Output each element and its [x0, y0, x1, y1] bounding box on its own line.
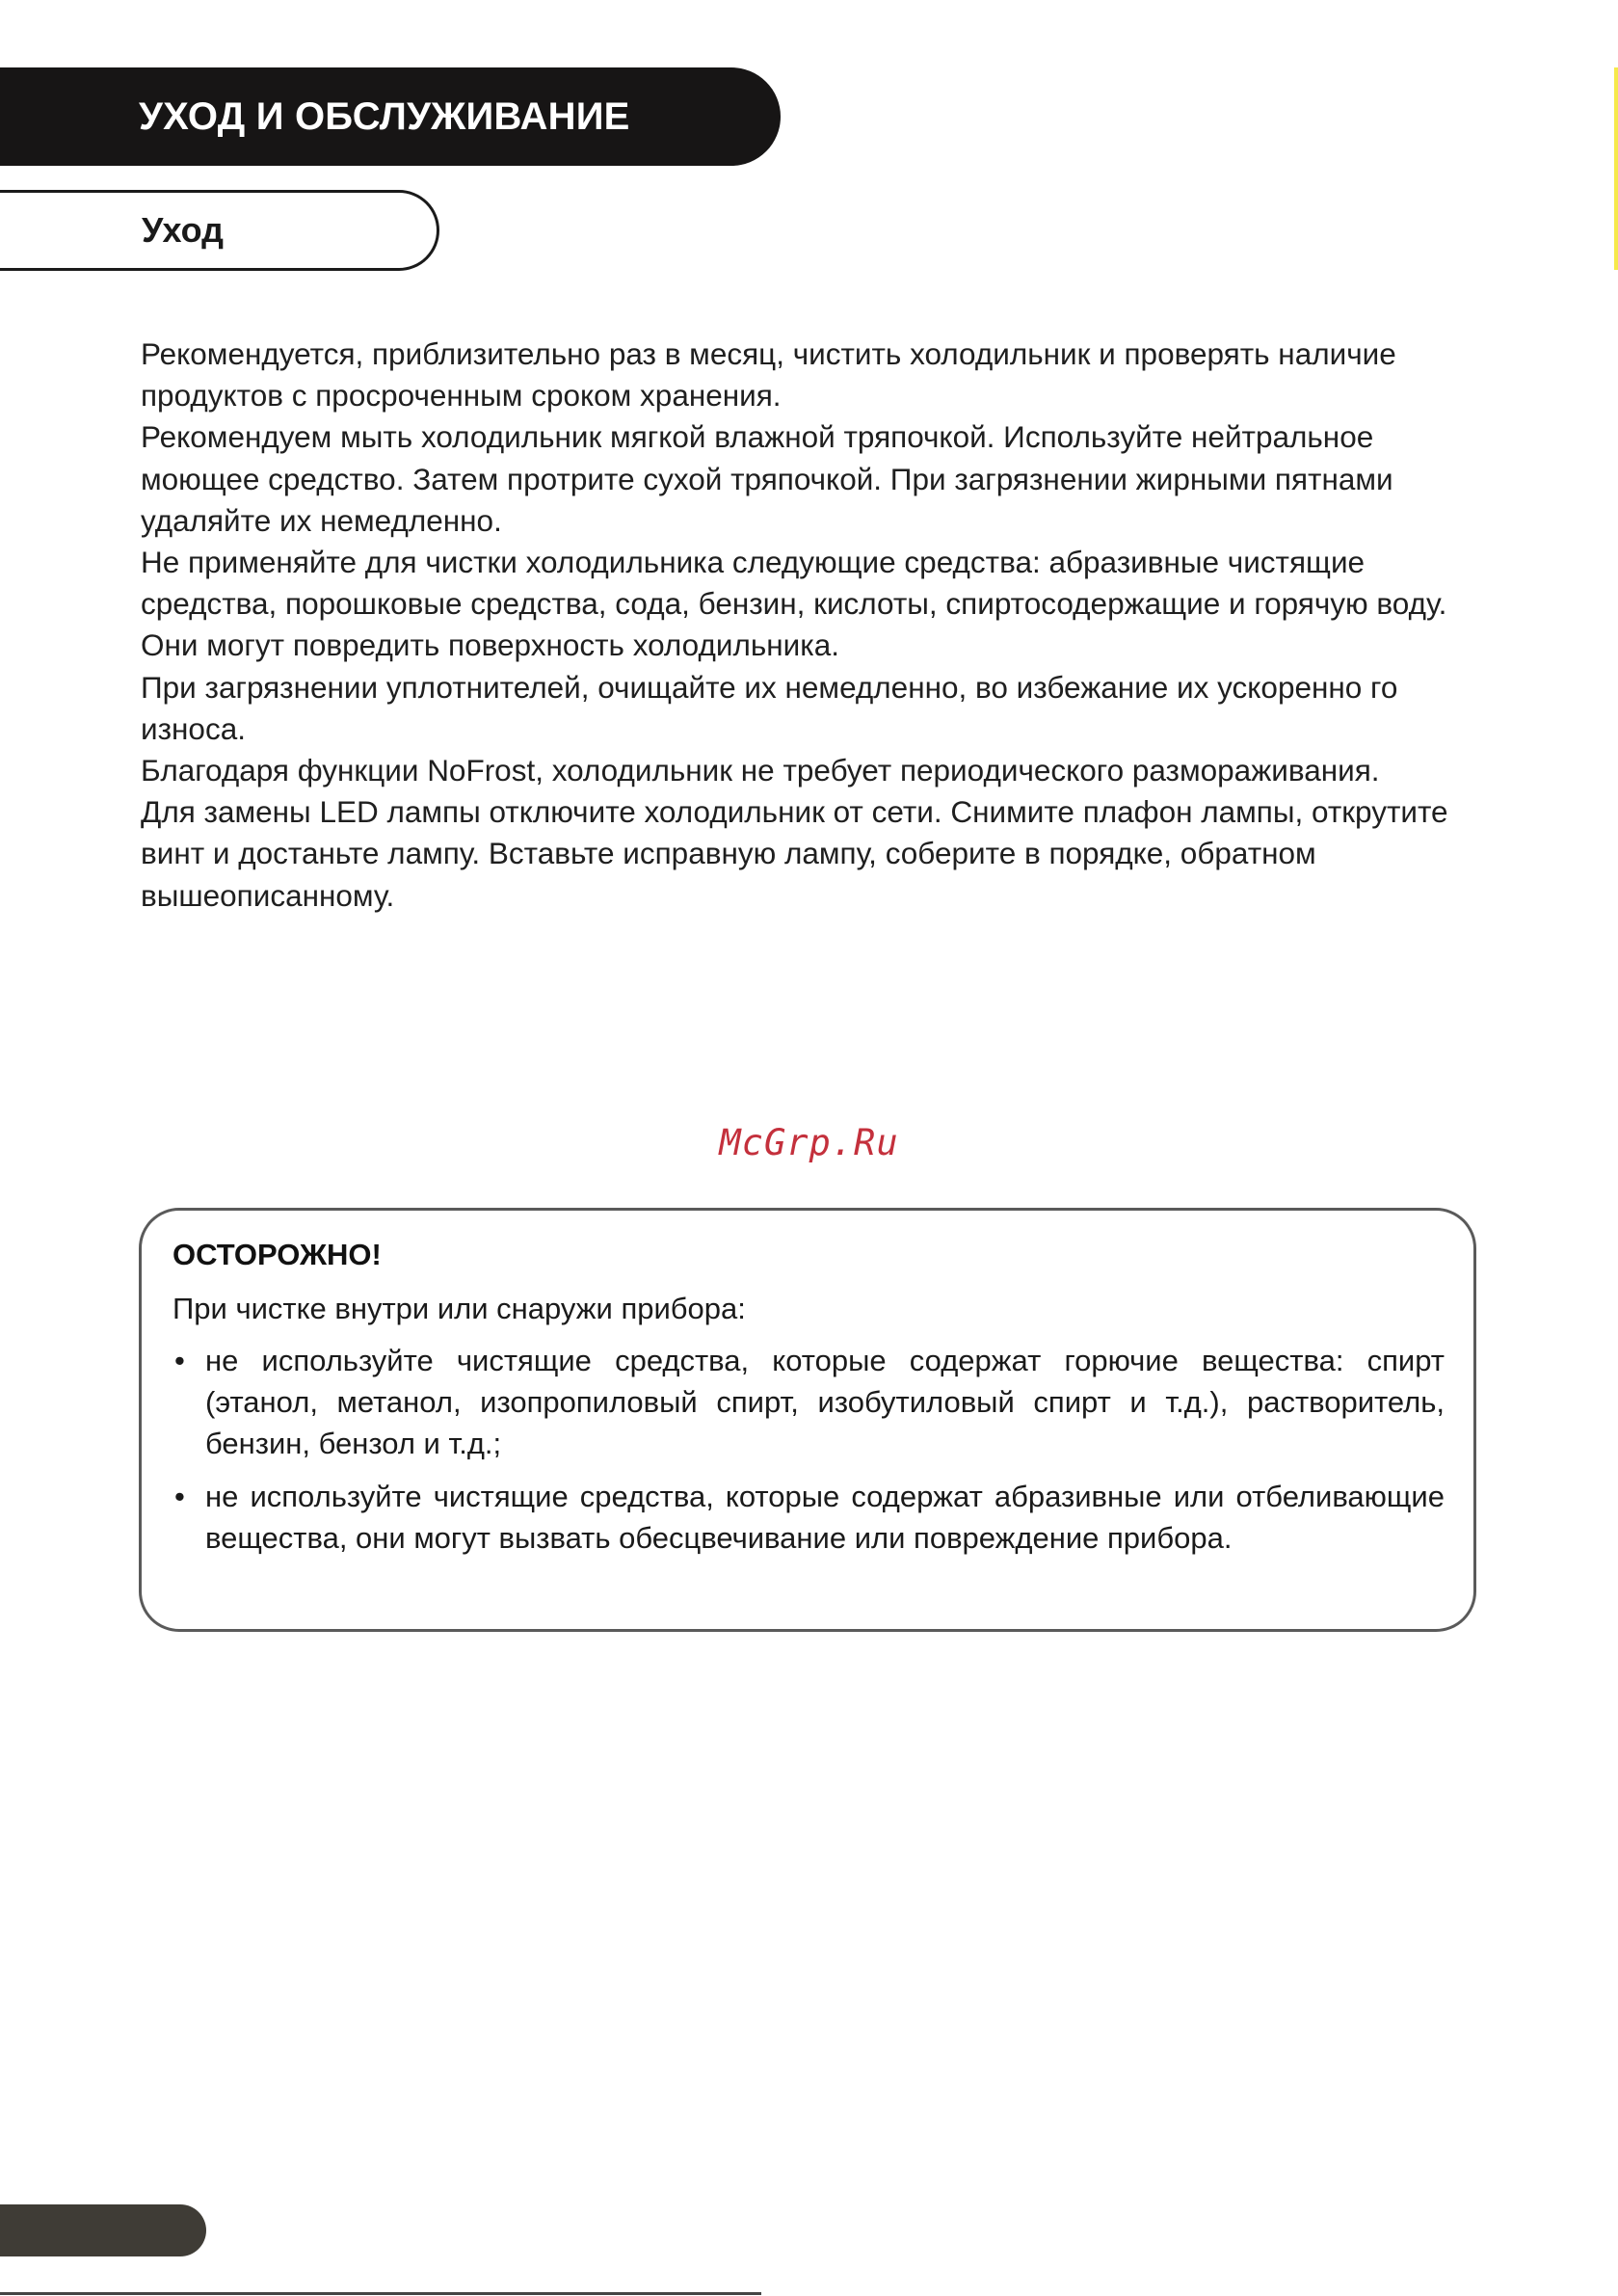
caution-item-flammable: [172, 1340, 1445, 1464]
caution-item-text: не используйте чистящие средства, которые содержат абразивные или отбеливающие вещества, они могут вызвать обесцвечивание или повреждение прибора.: [205, 1480, 1445, 1555]
care-instructions: [141, 334, 1490, 917]
caution-title: ОСТОРОЖНО!: [172, 1238, 382, 1271]
chapter-title: УХОД И ОБСЛУЖИВАНИЕ: [139, 94, 630, 138]
caution-intro: При чистке внутри или снаружи прибора:: [172, 1292, 746, 1325]
caution-item-abrasive: [172, 1476, 1445, 1559]
paragraph-seals: При загрязнении уплотнителей, очищайте их немедленно, во избежание их ускоренно го износа.: [141, 669, 1398, 746]
caution-box: [139, 1208, 1476, 1632]
bullet-icon: •: [174, 1480, 185, 1513]
edge-color-mark: [1614, 67, 1618, 270]
paragraph-washing: Рекомендуем мыть холодильник мягкой влажной тряпочкой. Используйте нейтральное моющее средство. Затем протрите сухой тряпочкой. При загрязнении жирными пятнами удаляйте их немедленно.: [141, 419, 1393, 538]
paragraph-forbidden-agents: Не применяйте для чистки холодильника следующие средства: абразивные чистящие средства, порошковые средства, сода, бензин, кислоты, спиртосодержащие и горячую воду. Они могут повредить поверхность холодильника.: [141, 545, 1447, 663]
section-title: Уход: [142, 210, 224, 250]
footer-divider: [0, 2292, 761, 2295]
caution-item-text: не используйте чистящие средства, которые содержат горючие вещества: спирт (этанол, метанол, изопропиловый спирт, изобутиловый спирт и т.д.), растворитель, бензин, бензол и т.д.;: [205, 1344, 1445, 1460]
caution-list: [172, 1340, 1445, 1559]
paragraph-monthly-cleaning: Рекомендуется, приблизительно раз в месяц, чистить холодильник и проверять наличие продуктов с просроченным сроком хранения.: [141, 336, 1396, 414]
page-footer-tab: [0, 2204, 206, 2256]
bullet-icon: •: [174, 1344, 185, 1377]
section-tab: [0, 190, 439, 271]
paragraph-led-lamp: Для замены LED лампы отключите холодильник от сети. Снимите плафон лампы, открутите винт и достаньте лампу. Вставьте исправную лампу, соберите в порядке, обратном вышеописанному.: [141, 794, 1448, 913]
chapter-header-bar: [0, 67, 781, 166]
paragraph-nofrost: Благодаря функции NoFrost, холодильник не требует периодического размораживания.: [141, 753, 1380, 788]
watermark: McGrp.Ru: [719, 1122, 899, 1163]
